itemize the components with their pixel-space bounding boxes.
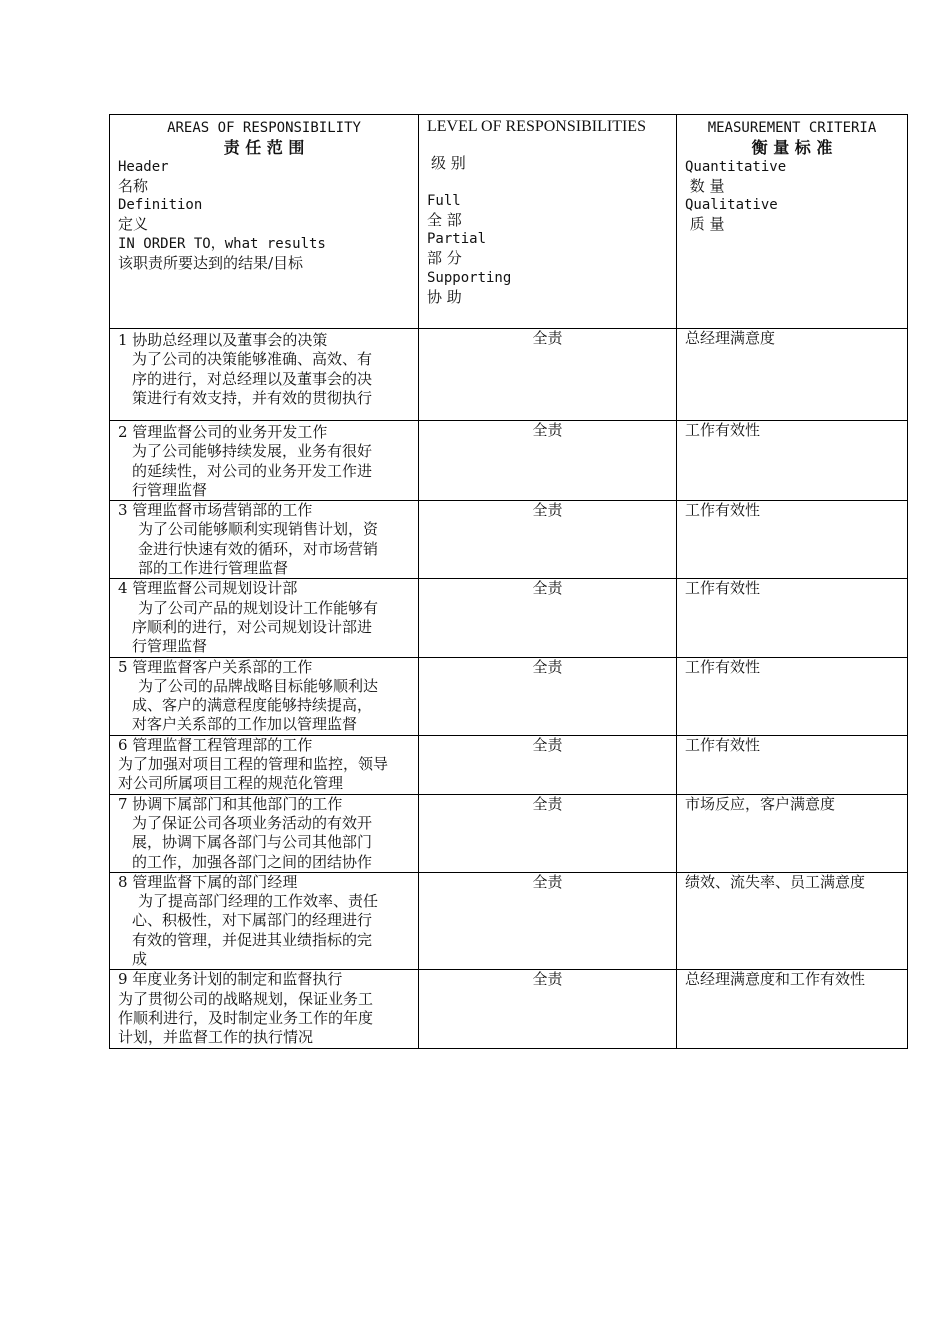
criteria-title-en: MEASUREMENT CRITERIA	[707, 120, 877, 136]
table-row	[110, 501, 908, 579]
table-row	[110, 735, 908, 794]
level-line: 部 分	[427, 249, 462, 268]
criteria-cell: 工作有效性	[677, 735, 908, 794]
area-cell	[110, 794, 419, 872]
table-row	[110, 579, 908, 657]
area-title: 8 管理监督下属的部门经理	[118, 872, 298, 891]
level-cell: 全责	[419, 970, 677, 1048]
level-cell: 全责	[419, 421, 677, 501]
level-cell: 全责	[419, 579, 677, 657]
area-cell	[110, 872, 419, 969]
header-level-cell	[419, 115, 677, 329]
header-areas-cell	[110, 115, 419, 329]
area-cell	[110, 501, 419, 579]
areas-title-en: AREAS OF RESPONSIBILITY	[167, 120, 361, 136]
table-row	[110, 329, 908, 421]
area-cell	[110, 735, 419, 794]
level-cell: 全责	[419, 872, 677, 969]
criteria-cell: 绩效、流失率、员工满意度	[677, 872, 908, 969]
area-desc-line: 对客户关系部的工作加以管理监督	[132, 715, 358, 734]
area-desc-line: 有效的管理，并促进其业绩指标的完	[132, 930, 373, 949]
level-line: 协 助	[427, 288, 462, 307]
criteria-cell: 工作有效性	[677, 579, 908, 657]
criteria-cell: 工作有效性	[677, 501, 908, 579]
table-row	[110, 657, 908, 735]
areas-title-zh: 责 任 范 围	[223, 138, 305, 158]
area-title: 4 管理监督公司规划设计部	[118, 579, 298, 598]
criteria-cell: 总经理满意度和工作有效性	[677, 970, 908, 1048]
level-cell: 全责	[419, 657, 677, 735]
area-title: 1 协助总经理以及董事会的决策	[118, 331, 328, 349]
header-criteria-cell	[677, 115, 908, 329]
area-cell	[110, 579, 419, 657]
area-desc-line: 行管理监督	[132, 637, 208, 656]
area-title: 5 管理监督客户关系部的工作	[118, 657, 313, 676]
area-desc-line: 为了加强对项目工程的管理和监控，领导	[118, 755, 389, 774]
area-cell	[110, 657, 419, 735]
header-row	[110, 115, 908, 329]
area-desc-line: 的延续性，对公司的业务开发工作进	[132, 461, 373, 480]
area-title: 9 年度业务计划的制定和监督执行	[118, 970, 343, 989]
areas-line: IN ORDER TO，what results	[118, 235, 326, 252]
level-cell: 全责	[419, 501, 677, 579]
area-desc-line: 策进行有效支持，并有效的贯彻执行	[132, 388, 373, 407]
area-desc-line: 成	[132, 950, 148, 969]
criteria-cell: 工作有效性	[677, 421, 908, 501]
area-desc-line: 展，协调下属各部门与公司其他部门	[132, 833, 373, 852]
area-desc-line: 为了提高部门经理的工作效率、责任	[138, 892, 379, 911]
area-desc-line: 部的工作进行管理监督	[138, 559, 289, 578]
area-desc-line: 心、积极性，对下属部门的经理进行	[132, 911, 373, 930]
criteria-line: 质 量	[685, 215, 725, 234]
table-row	[110, 794, 908, 872]
area-title: 6 管理监督工程管理部的工作	[118, 735, 313, 754]
responsibility-table	[109, 114, 908, 1049]
level-line: Full	[427, 192, 461, 209]
criteria-cell: 总经理满意度	[677, 329, 908, 421]
level-line: Supporting	[427, 269, 512, 286]
table-row	[110, 872, 908, 969]
area-desc-line: 计划，并监督工作的执行情况	[118, 1028, 314, 1047]
area-desc-line: 作顺利进行，及时制定业务工作的年度	[118, 1008, 374, 1027]
area-desc-line: 为了公司的品牌战略目标能够顺利达	[138, 676, 379, 695]
area-desc-line: 为了公司产品的规划设计工作能够有	[138, 598, 379, 617]
area-desc-line: 行管理监督	[132, 480, 208, 499]
area-desc-line: 的工作，加强各部门之间的团结协作	[132, 852, 373, 871]
criteria-line: Quantitative	[685, 158, 787, 175]
level-line: 全 部	[427, 210, 462, 229]
area-desc-line: 对公司所属项目工程的规范化管理	[118, 774, 344, 793]
area-title: 2 管理监督公司的业务开发工作	[118, 423, 328, 441]
area-desc-line: 为了保证公司各项业务活动的有效开	[132, 813, 373, 832]
criteria-line: 数 量	[685, 176, 725, 195]
level-title-en: LEVEL OF RESPONSIBILITIES	[427, 118, 646, 135]
area-cell	[110, 329, 419, 421]
area-title: 7 协调下属部门和其他部门的工作	[118, 794, 343, 813]
area-desc-line: 为了公司能够顺利实现销售计划，资	[138, 520, 379, 539]
area-desc-line: 金进行快速有效的循环，对市场营销	[138, 539, 379, 558]
area-cell	[110, 421, 419, 501]
area-desc-line: 为了公司能够持续发展，业务有很好	[132, 442, 373, 461]
level-cell: 全责	[419, 794, 677, 872]
criteria-cell: 市场反应，客户满意度	[677, 794, 908, 872]
areas-line: Definition	[118, 197, 203, 214]
areas-line: 该职责所要达到的结果/目标	[118, 254, 304, 273]
area-desc-line: 序的进行，对总经理以及董事会的决	[132, 369, 373, 388]
table-row	[110, 970, 908, 1048]
level-title-zh: 级 别	[431, 154, 466, 173]
table-row	[110, 421, 908, 501]
areas-line: Header	[118, 158, 169, 175]
level-cell: 全责	[419, 329, 677, 421]
level-line: Partial	[427, 231, 487, 248]
area-desc-line: 为了贯彻公司的战略规划，保证业务工	[118, 989, 374, 1008]
area-desc-line: 序顺利的进行，对公司规划设计部进	[132, 617, 373, 636]
criteria-cell: 工作有效性	[677, 657, 908, 735]
areas-line: 定义	[118, 215, 149, 234]
area-desc-line: 成、客户的满意程度能够持续提高，	[132, 696, 373, 715]
criteria-line: Qualitative	[685, 197, 778, 214]
area-title: 3 管理监督市场营销部的工作	[118, 501, 313, 520]
area-cell	[110, 970, 419, 1048]
criteria-title-zh: 衡 量 标 准	[751, 138, 833, 158]
level-cell: 全责	[419, 735, 677, 794]
area-desc-line: 为了公司的决策能够准确、高效、有	[132, 350, 373, 369]
areas-line: 名称	[118, 176, 149, 195]
